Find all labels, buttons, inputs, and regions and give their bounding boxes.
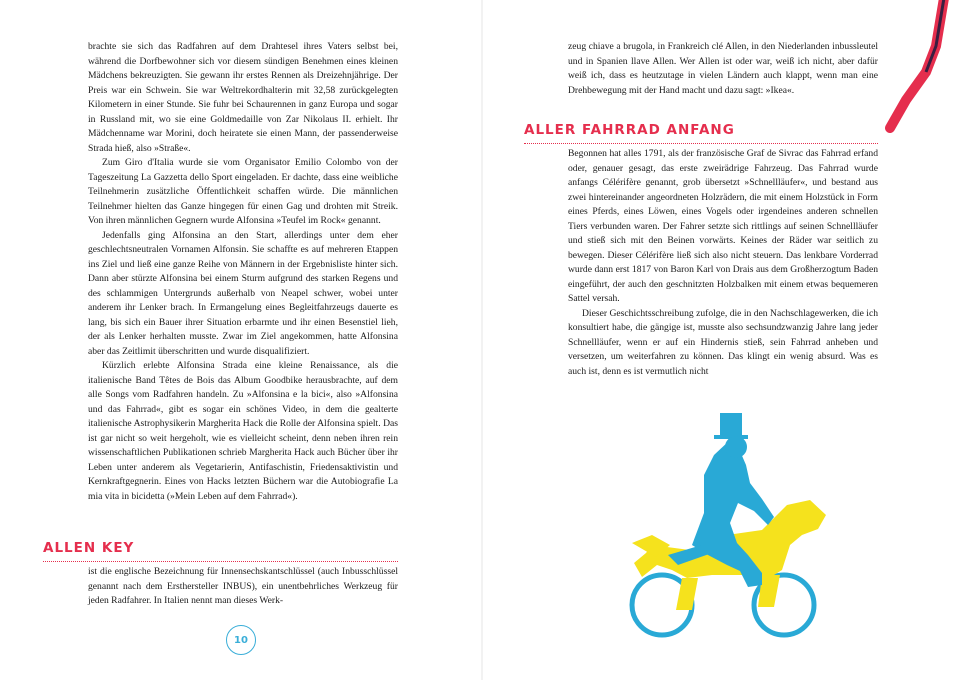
paragraph: Jedenfalls ging Alfonsina an den Start, allerdings unter dem eher geschlechtsneutralen Vornamen Alfonsin. Sie schaffte es auf mehreren Etappen ins Ziel und ließ eine ganze Reihe von Männern in der Ergebnisliste hinter sich. Dann aber stürzte Alfonsina bei einem Sturm aufgrund des starken Regens und des schlammigen Untergrunds außerhalb von Neapel schwer, wobei unter anderem ihr Lenker brach. In Ermangelung eines Begleitfahrzeugs dauerte es lang, bis sich ein Bauer ihrer Situation erbarmte und ihr einen Besenstiel lieh, der als Lenker herhalten musste. Zwar im Ziel angekommen, hatte Alfonsina aber das Zeitlimit überschritten und wurde disqualifiziert.	[88, 229, 398, 357]
right-page	[482, 0, 964, 680]
paragraph: zeug chiave a brugola, in Frankreich clé Allen, in den Niederlanden inbussleutel und in Spanien llave Allen. Wer Allen ist oder war, weiß ich nicht, aber dafür weiß ich, dass es heutzutage in vielen Ländern auch klappt, wenn man eine Drehbewegung mit der Hand macht und dazu sagt: »Ikea«.	[568, 41, 878, 96]
heading-rule	[524, 143, 878, 144]
paragraph: brachte sie sich das Radfahren auf dem Drahtesel ihres Vaters selbst bei, während die Dorfbewohner sich vor diesem sündigen Benehmen eines kleinen Mädchens bekreuzigten. Sie gewann ihr erstes Rennen als Dreizehnjährige. Der Preis war ein Schwein. Sie war Weltrekordhalterin mit 32,58 zurückgelegten Kilometern in einer Stunde. Sie fuhr bei Schaurennen in ganz Europa und sogar in Russland mit, wo sie eine Goldmedaille von Zar Nikolaus II. erhielt. Ihr Mädchenname war Morini, doch heiratete sie einen Mann, der passenderweise Strada hieß, also »Straße«.	[88, 41, 398, 154]
allen-key-text	[88, 565, 398, 609]
celerifere-rider-illustration	[612, 395, 852, 655]
handlebar-icon	[882, 0, 964, 150]
section-heading-allen-key: ALLEN KEY	[43, 540, 135, 556]
right-intro-text	[568, 40, 878, 98]
paragraph: Zum Giro d'Italia wurde sie vom Organisator Emilio Colombo von der Tageszeitung La Gazzetta dello Sport eingeladen. Er dachte, dass eine weibliche Teilnehmerin zusätzliche Öffentlichkeit schaffen würde. Die männlichen Teilnehmer hielten das Ganze hingegen für einen Gag und drohten mit Streik. Von ihren männlichen Gegnern wurde Alfonsina »Teufel im Rock« genannt.	[88, 157, 398, 226]
heading-rule	[43, 561, 398, 562]
paragraph: Begonnen hat alles 1791, als der französische Graf de Sivrac das Fahrrad erfand oder, genauer gesagt, das erste zweirädrige Fahrzeug. Das Fahrrad wurde anfangs Célérifère genannt, grob übersetzt »Schnellläufer«, und bestand aus zwei hintereinander angeordneten Holzrädern, die mit einem Holzstück in Form eines Pferds, eines Löwen, eines Vogels oder irgendeines anderen schnellen Tiers verbunden waren. Der Fahrer setzte sich rittlings auf seinen Schnellläufer und stieß sich mit den Beinen vorwärts. Keines der Räder war seitlich zu bewegen. Dieser Célérifère ließ sich also nicht steuern. Das lenkbare Vorderrad wurde dann erst 1817 von Baron Karl von Drais aus dem Großherzogtum Baden eingeführt, der auch den geschnitzten Holzbalken mit einem etwas bequemeren Sattel versah.	[568, 148, 878, 304]
paragraph: Dieser Geschichtsschreibung zufolge, die in den Nachschlagewerken, die ich konsultiert habe, die gängige ist, musste also sechsundzwanzig Jahre lang jeder Schnellläufer, wenn er auf ein Hindernis stieß, sein Fahrrad anheben und versetzen, um weiterfahren zu können. Das klingt ein wenig absurd. Was es auch ist, denn es ist vermutlich nicht	[568, 307, 878, 377]
section-heading-aller-fahrrad-anfang: ALLER FAHRRAD ANFANG	[524, 122, 735, 138]
left-body-text	[88, 40, 398, 504]
paragraph: Kürzlich erlebte Alfonsina Strada eine kleine Renaissance, als die italienische Band Têtes de Bois das Album Goodbike herausbrachte, auf dem alle Songs vom Radfahren handeln. Zu »Alfonsina e la bici«, also »Alfonsina und das Fahrrad«, gibt es sogar ein schönes Video, in dem die gealterte italienische Astrophysikerin Margherita Hack die Rolle der Alfonsina spielt. Das ist gar nicht so weit hergeholt, wie es vielleicht scheint, denn neben ihren rein wissenschaftlichen Publikationen schrieb Margherita Hack auch Bücher über ihr Leben unter anderem als Vegetarierin, Antifaschistin, Friedensaktivistin und Kernkraftgegnerin. Eines von Hacks letzten Büchern war die Autobiografie La mia vita in bicidetta (»Mein Leben auf dem Fahrrad«).	[88, 360, 398, 502]
paragraph: ist die englische Bezeichnung für Innensechskantschlüssel (auch Inbusschlüssel genannt nach dem Ersthersteller INBUS), ein unentbehrliches Werkzeug für jeden Radfahrer. In Italien nennt man dieses Werk-	[88, 566, 398, 606]
page-number: 10	[226, 625, 256, 655]
right-body-text	[568, 147, 878, 379]
